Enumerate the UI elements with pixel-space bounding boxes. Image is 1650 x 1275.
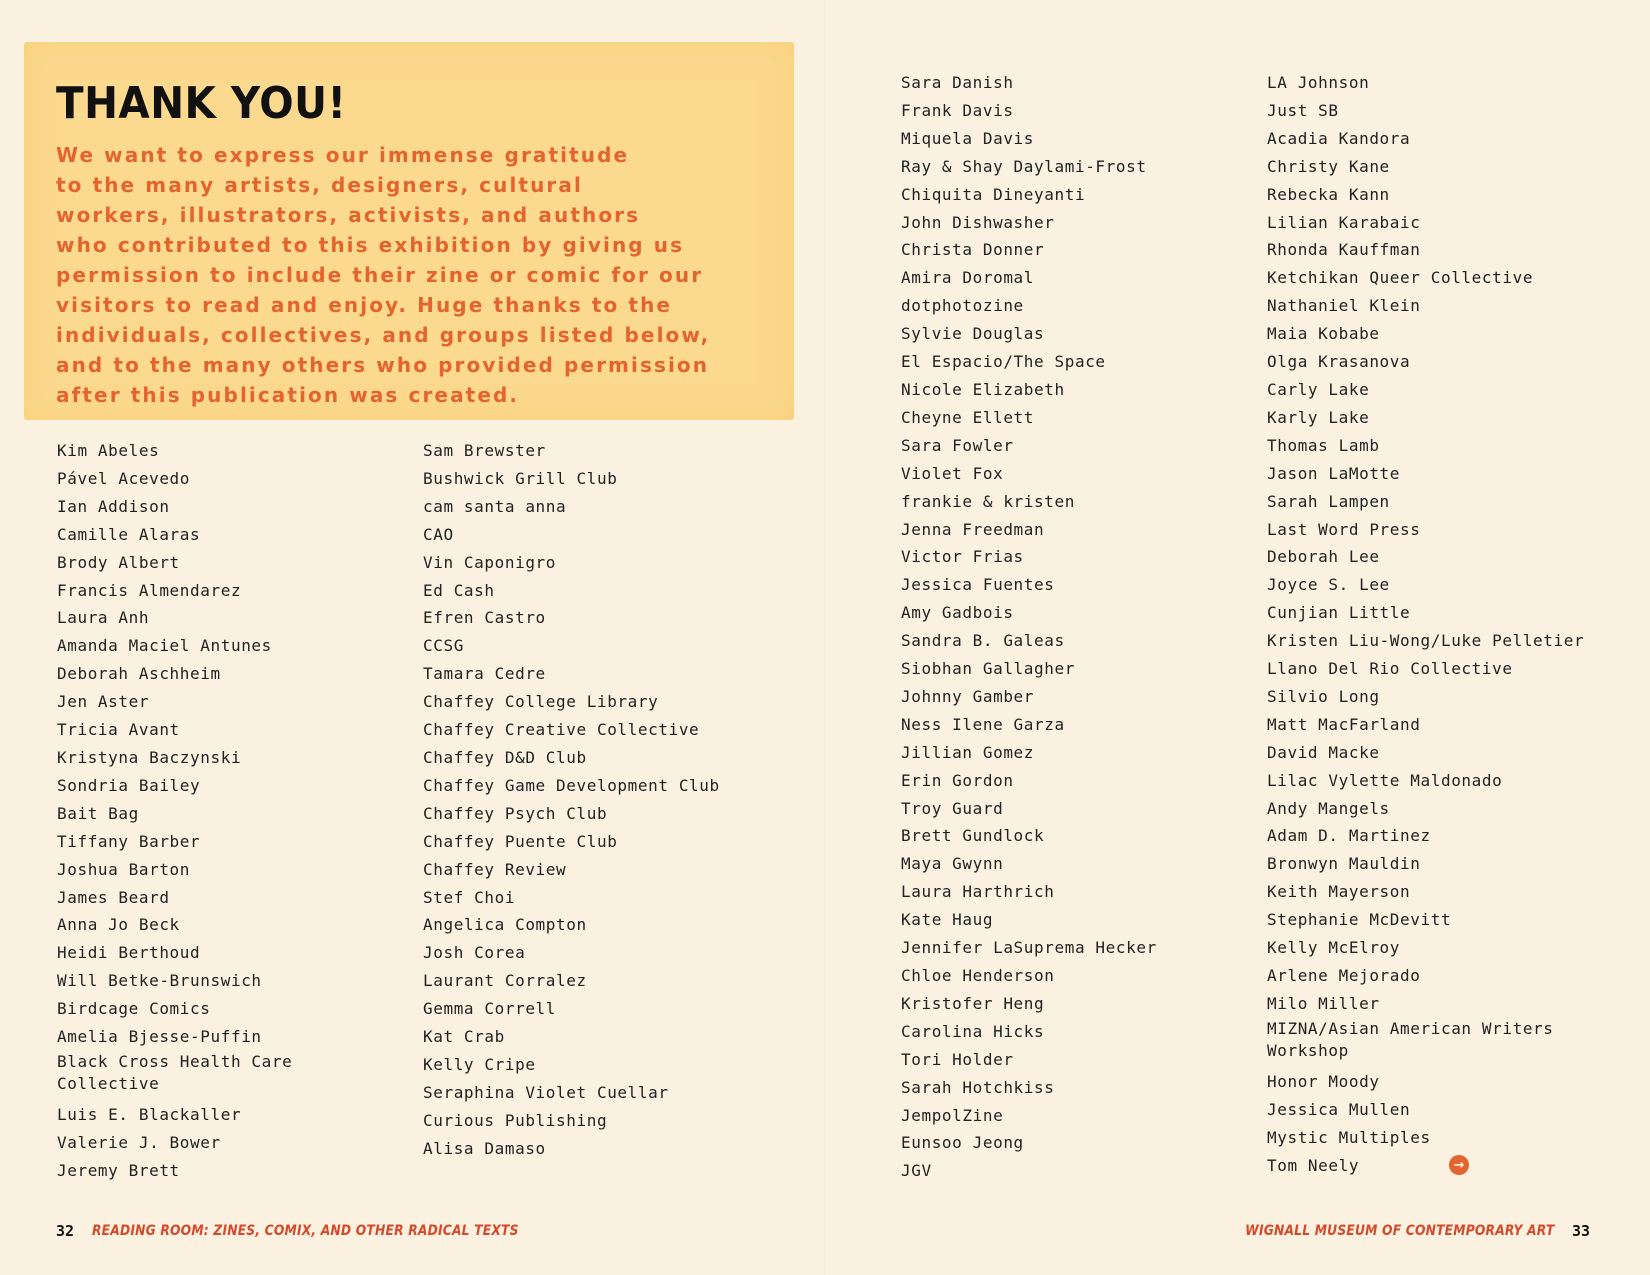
contributor-name: Amanda Maciel Antunes (57, 636, 272, 656)
contributor-name: Chaffey Game Development Club (423, 775, 720, 795)
arrow-right-circle-icon: → (1449, 1155, 1469, 1175)
page-gutter (824, 0, 826, 1275)
contributor-name: Chloe Henderson (901, 966, 1055, 985)
contributor-name: JempolZine (901, 1105, 1004, 1125)
intro-line: We want to express our immense gratitude (56, 143, 630, 167)
intro-line: permission to include their zine or comic for our (56, 263, 704, 287)
contributor-name: Ed Cash (423, 580, 495, 600)
contributor-name: Francis Almendarez (57, 580, 242, 600)
contributor-name: Kristofer Heng (901, 993, 1045, 1013)
intro-line: to the many artists, designers, cultural (56, 173, 583, 197)
intro-line: workers, illustrators, activists, and authors (56, 203, 641, 227)
right-running-title: WIGNALL MUSEUM OF CONTEMPORARY ART (1244, 1223, 1554, 1239)
footer-right (1203, 1221, 1591, 1241)
contributor-name: Nathaniel Klein (1267, 296, 1421, 316)
contributor-name: Laura Anh (57, 608, 150, 628)
contributor-name: Gemma Correll (423, 999, 557, 1019)
contributor-name: Kelly McElroy (1267, 938, 1401, 958)
right-page-number: 33 (1571, 1222, 1590, 1240)
contributor-name: Violet Fox (901, 463, 1004, 483)
names-column-2 (423, 437, 720, 1163)
contributor-name: Matt MacFarland (1267, 714, 1421, 734)
contributor-name: John Dishwasher (901, 212, 1055, 232)
contributor-name: Will Betke-Brunswich (57, 971, 262, 991)
contributor-name: Birdcage Comics (57, 999, 211, 1019)
contributor-name: Stef Choi (423, 887, 516, 907)
contributor-name: Stephanie McDevitt (1267, 910, 1452, 930)
contributor-name: Victor Frias (901, 547, 1024, 567)
contributor-name: Cheyne Ellett (901, 407, 1035, 427)
contributor-name: Carolina Hicks (901, 1021, 1045, 1041)
contributor-name: Tiffany Barber (57, 831, 201, 851)
contributor-name: Amy Gadbois (901, 603, 1014, 623)
contributor-name: Miquela Davis (901, 128, 1035, 148)
contributor-name: Adam D. Martinez (1267, 826, 1431, 846)
contributor-name: Alisa Damaso (423, 1138, 546, 1158)
intro-line: visitors to read and enjoy. Huge thanks to the (56, 293, 673, 317)
contributor-name: Josh Corea (423, 943, 526, 963)
contributor-name: Deborah Aschheim (57, 664, 221, 684)
contributor-name: Chaffey Creative Collective (423, 720, 700, 740)
contributor-name: Brody Albert (57, 552, 180, 572)
contributor-name: Kristen Liu-Wong/Luke Pelletier (1267, 631, 1585, 651)
contributor-name: Chaffey Psych Club (423, 803, 608, 823)
contributor-name: JGV (901, 1161, 932, 1181)
names-column-4 (1267, 69, 1587, 1179)
contributor-name: Chaffey College Library (423, 692, 659, 712)
contributor-name: Last Word Press (1267, 519, 1421, 539)
contributor-name: Sondria Bailey (57, 775, 201, 795)
contributor-name: Chaffey Review (423, 859, 567, 879)
contributor-name: Johnny Gamber (901, 686, 1035, 706)
contributor-name: Siobhan Gallagher (901, 659, 1075, 679)
contributor-name: Milo Miller (1267, 993, 1380, 1013)
contributor-name: Bait Bag (57, 803, 139, 823)
contributor-name: Joyce S. Lee (1267, 575, 1390, 595)
contributor-name: Jason LaMotte (1267, 463, 1401, 483)
contributor-name: Keith Mayerson (1267, 882, 1411, 902)
contributor-name: Jenna Freedman (901, 519, 1045, 539)
contributor-name: Kelly Cripe (423, 1054, 536, 1074)
contributor-name: Rhonda Kauffman (1267, 240, 1421, 260)
contributor-name: dotphotozine (901, 296, 1024, 316)
contributor-name: Sylvie Douglas (901, 324, 1045, 344)
contributor-name: Sara Danish (901, 73, 1014, 92)
contributor-name: Tori Holder (901, 1049, 1014, 1069)
contributor-name: Jen Aster (57, 692, 150, 712)
contributor-name: Sam Brewster (423, 441, 546, 460)
contributor-name: Acadia Kandora (1267, 128, 1411, 148)
contributor-name: Joshua Barton (57, 859, 191, 879)
names-column-3 (901, 69, 1157, 1185)
intro-line: who contributed to this exhibition by giving us (56, 233, 685, 257)
contributor-name: Valerie J. Bower (57, 1132, 221, 1152)
left-running-title: READING ROOM: ZINES, COMIX, AND OTHER RADICAL TEXTS (92, 1223, 519, 1239)
contributor-name: James Beard (57, 887, 170, 907)
contributor-name: Lilian Karabaic (1267, 212, 1421, 232)
intro-paragraph (56, 140, 776, 410)
contributor-name: Ketchikan Queer Collective (1267, 268, 1534, 288)
contributor-name: Frank Davis (901, 100, 1014, 120)
contributor-name: El Espacio/The Space (901, 352, 1106, 372)
contributor-name: Kate Haug (901, 910, 994, 930)
names-column-1 (57, 437, 377, 1185)
contributor-name: Heidi Berthoud (57, 943, 201, 963)
contributor-name: Chaffey Puente Club (423, 831, 618, 851)
contributor-name: Chiquita Dineyanti (901, 184, 1086, 204)
contributor-name: Kim Abeles (57, 441, 160, 460)
contributor-name: Rebecka Kann (1267, 184, 1390, 204)
contributor-name: cam santa anna (423, 496, 567, 516)
contributor-name: Kristyna Baczynski (57, 747, 242, 767)
contributor-name: Ray & Shay Daylami-Frost (901, 156, 1147, 176)
contributor-name: Maya Gwynn (901, 854, 1004, 874)
contributor-name: Jennifer LaSuprema Hecker (901, 938, 1157, 958)
contributor-name: Llano Del Rio Collective (1267, 659, 1513, 679)
contributor-name: Tamara Cedre (423, 664, 546, 684)
contributor-name: MIZNA/Asian American Writers Workshop (1267, 1018, 1554, 1060)
intro-line: individuals, collectives, and groups listed below, (56, 323, 711, 347)
contributor-name: Pável Acevedo (57, 468, 191, 488)
contributor-name: Chaffey D&D Club (423, 747, 587, 767)
contributor-name: Kat Crab (423, 1027, 505, 1047)
contributor-name: Eunsoo Jeong (901, 1133, 1024, 1153)
contributor-name: Sarah Hotchkiss (901, 1077, 1055, 1097)
contributor-name: Tricia Avant (57, 720, 180, 740)
contributor-name: Luis E. Blackaller (57, 1104, 242, 1124)
contributor-name: Carly Lake (1267, 379, 1370, 399)
contributor-name: Thomas Lamb (1267, 435, 1380, 455)
contributor-name: Curious Publishing (423, 1110, 608, 1130)
contributor-name: Anna Jo Beck (57, 915, 180, 935)
contributor-name: Bronwyn Mauldin (1267, 854, 1421, 874)
contributor-name: Troy Guard (901, 798, 1004, 818)
contributor-name: Cunjian Little (1267, 603, 1411, 623)
contributor-name: Olga Krasanova (1267, 352, 1411, 372)
contributor-name: Christa Donner (901, 240, 1045, 260)
contributor-name: Christy Kane (1267, 156, 1390, 176)
left-page-number: 32 (56, 1222, 75, 1240)
contributor-name: Camille Alaras (57, 524, 201, 544)
contributor-name: Nicole Elizabeth (901, 379, 1065, 399)
contributor-name: David Macke (1267, 742, 1380, 762)
contributor-name: Bushwick Grill Club (423, 468, 618, 488)
contributor-name: LA Johnson (1267, 73, 1370, 92)
contributor-name: Black Cross Health Care Collective (57, 1051, 293, 1093)
contributor-name: Seraphina Violet Cuellar (423, 1082, 669, 1102)
contributor-name: frankie & kristen (901, 491, 1075, 511)
contributor-name: Ness Ilene Garza (901, 714, 1065, 734)
contributor-name: Deborah Lee (1267, 547, 1380, 567)
contributor-name: Jillian Gomez (901, 742, 1035, 762)
contributor-name: Jessica Fuentes (901, 575, 1055, 595)
contributor-name: Sandra B. Galeas (901, 631, 1065, 651)
contributor-name: Maia Kobabe (1267, 324, 1380, 344)
contributor-name: Just SB (1267, 100, 1339, 120)
contributor-name: Amelia Bjesse-Puffin (57, 1027, 262, 1047)
contributor-name: CAO (423, 524, 454, 544)
contributor-name: Jeremy Brett (57, 1160, 180, 1180)
contributor-name: Vin Caponigro (423, 552, 557, 572)
contributor-name: Lilac Vylette Maldonado (1267, 770, 1503, 790)
footer-left (56, 1221, 577, 1241)
contributor-name: Andy Mangels (1267, 798, 1390, 818)
contributor-name: Efren Castro (423, 608, 546, 628)
contributor-name: Silvio Long (1267, 686, 1380, 706)
contributor-name: Honor Moody (1267, 1071, 1380, 1091)
contributor-name: Brett Gundlock (901, 826, 1045, 846)
contributor-name: Ian Addison (57, 496, 170, 516)
page-title: THANK YOU! (56, 78, 347, 129)
contributor-name: Sarah Lampen (1267, 491, 1390, 511)
contributor-name: Jessica Mullen (1267, 1099, 1411, 1119)
contributor-name: Arlene Mejorado (1267, 966, 1421, 985)
contributor-name: Angelica Compton (423, 915, 587, 935)
contributor-name: Laura Harthrich (901, 882, 1055, 902)
intro-line: and to the many others who provided permission (56, 353, 710, 377)
contributor-name: Karly Lake (1267, 407, 1370, 427)
intro-line: after this publication was created. (56, 383, 520, 407)
contributor-name: Erin Gordon (901, 770, 1014, 790)
contributor-name: CCSG (423, 636, 464, 656)
contributor-name: Tom Neely (1267, 1155, 1360, 1175)
contributor-name: Amira Doromal (901, 268, 1035, 288)
contributor-name: Sara Fowler (901, 435, 1014, 455)
contributor-name: Laurant Corralez (423, 971, 587, 991)
contributor-name: Mystic Multiples (1267, 1127, 1431, 1147)
